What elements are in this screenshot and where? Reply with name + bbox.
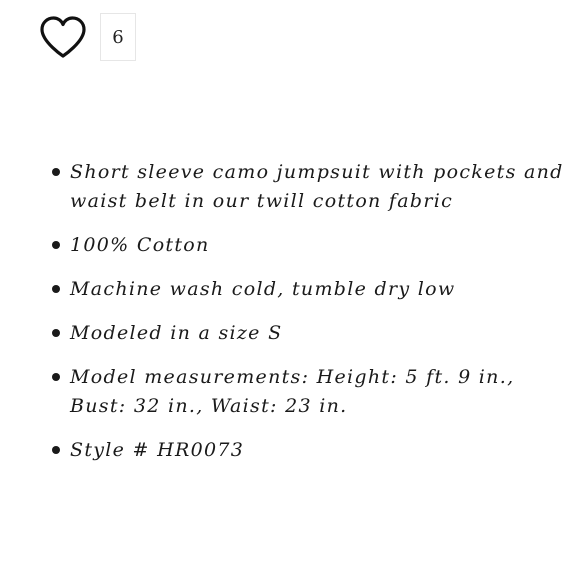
heart-icon bbox=[39, 15, 87, 59]
list-item bbox=[50, 231, 570, 260]
detail-text: Machine wash cold, tumble dry low bbox=[70, 278, 456, 300]
bullet-icon bbox=[52, 285, 60, 293]
detail-text: Short sleeve camo jumpsuit with pockets and waist belt in our twill cotton fabric bbox=[70, 161, 564, 212]
bullet-icon bbox=[52, 168, 60, 176]
list-item bbox=[50, 275, 570, 304]
list-item bbox=[50, 319, 570, 348]
bullet-icon bbox=[52, 329, 60, 337]
bullet-icon bbox=[52, 241, 60, 249]
wishlist bbox=[38, 12, 136, 62]
favorite-button[interactable] bbox=[38, 12, 88, 62]
favorite-count: 6 bbox=[100, 13, 136, 61]
list-item bbox=[50, 363, 570, 421]
bullet-icon bbox=[52, 446, 60, 454]
detail-text: Modeled in a size S bbox=[70, 322, 283, 344]
bullet-icon bbox=[52, 373, 60, 381]
detail-text: 100% Cotton bbox=[70, 234, 210, 256]
detail-text: Model measurements: Height: 5 ft. 9 in., Bust: 32 in., Waist: 23 in. bbox=[70, 366, 515, 417]
list-item bbox=[50, 436, 570, 465]
detail-text: Style # HR0073 bbox=[70, 439, 245, 461]
list-item bbox=[50, 158, 570, 216]
product-details-list bbox=[50, 158, 570, 480]
